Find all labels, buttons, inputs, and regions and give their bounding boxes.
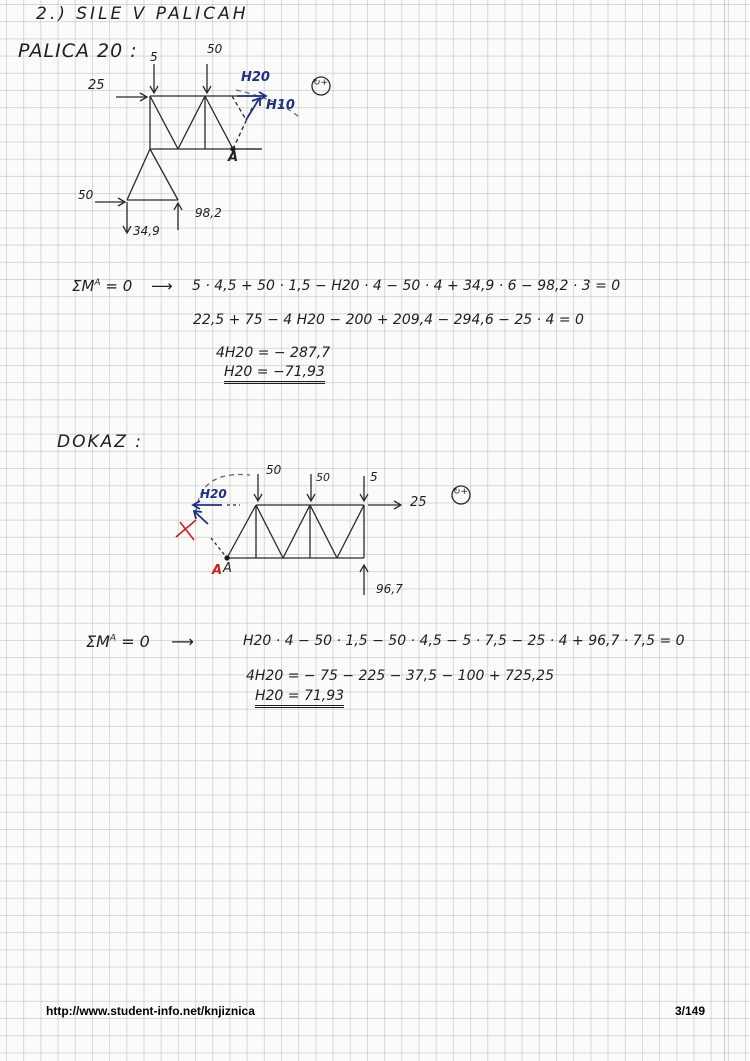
equation-1-line-3: 4H20 = − 287,7	[216, 345, 331, 361]
label-load-25: 25	[88, 78, 105, 93]
label-load-50b: 50	[316, 471, 330, 484]
equation-1-result: H20 = −71,93	[224, 364, 325, 384]
label-h20: H20	[200, 487, 227, 501]
label-h20: H20	[241, 70, 270, 85]
truss-diagonal	[337, 505, 364, 558]
equation-2-line-1: H20 · 4 − 50 · 1,5 − 50 · 4,5 − 5 · 7,5 − 25 · 4 + 96,7 · 7,5 = 0	[243, 633, 685, 649]
moment-sign: ↻+	[453, 487, 469, 497]
equation-lhs-2: $\Sigma M^A = 0$ ⟶	[86, 632, 194, 651]
equation-1-line-2: 22,5 + 75 − 4 H20 − 200 + 209,4 − 294,6 − 25 · 4 = 0	[193, 312, 584, 328]
label-load-50: 50	[207, 42, 223, 56]
label-reaction-349: 34,9	[133, 224, 160, 238]
label-load-5: 5	[150, 50, 158, 64]
label-load-25: 25	[410, 495, 427, 510]
equation-2-line-2: 4H20 = − 75 − 225 − 37,5 − 100 + 725,25	[246, 668, 554, 684]
section-title-dokaz: DOKAZ :	[57, 432, 144, 452]
cut-line	[211, 538, 227, 558]
truss-diagonal	[283, 505, 310, 558]
label-load-5: 5	[370, 470, 378, 484]
footer-url[interactable]: http://www.student-info.net/knjiznica	[46, 1004, 255, 1018]
label-load-50-bottom: 50	[78, 188, 94, 202]
label-h10: H10	[266, 98, 295, 113]
label-load-50a: 50	[266, 463, 282, 477]
moment-sign: ↻+	[313, 78, 329, 88]
page-heading: 2.) SILE V PALICAH	[36, 4, 249, 24]
footer-page-number: 3/149	[675, 1004, 706, 1018]
label-reaction-982: 98,2	[195, 206, 222, 220]
label-reaction-967: 96,7	[376, 582, 403, 596]
truss-diagonal	[256, 505, 283, 558]
label-point-a-red: A	[212, 563, 223, 578]
truss-diagonal	[227, 505, 256, 558]
section-title-palica-20: PALICA 20 :	[18, 40, 138, 62]
equation-1-line-1: 5 · 4,5 + 50 · 1,5 − H20 · 4 − 50 · 4 + 34,9 · 6 − 98,2 · 3 = 0	[192, 278, 621, 294]
point-a-dot	[224, 555, 229, 560]
label-point-a: A	[228, 150, 239, 165]
equation-lhs-1: $\Sigma M^A = 0$ ⟶	[72, 277, 173, 295]
force-arrow-diagonal	[195, 512, 208, 524]
label-point-a: A	[223, 561, 232, 576]
equation-2-result: H20 = 71,93	[255, 688, 344, 708]
truss-diagonal	[310, 505, 337, 558]
